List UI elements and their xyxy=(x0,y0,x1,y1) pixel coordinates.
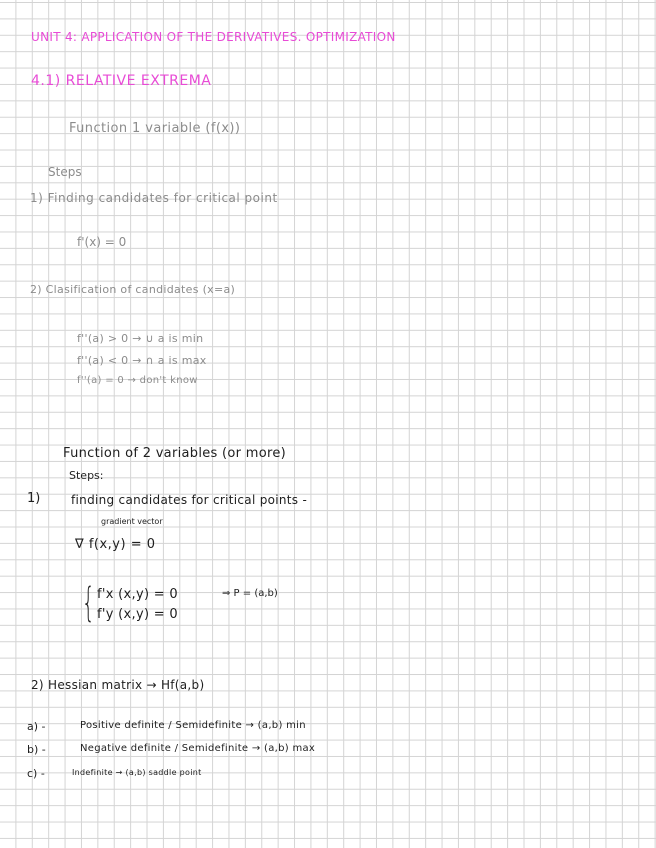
system-equation-x: f'x (x,y) = 0 xyxy=(97,587,178,602)
system-result: ⇒ P = (a,b) xyxy=(222,588,278,599)
section-title: 4.1) RELATIVE EXTREMA xyxy=(31,73,212,89)
hessian-step: 2) Hessian matrix → Hf(a,b) xyxy=(31,678,205,692)
gradient-equation: ∇ f(x,y) = 0 xyxy=(75,537,156,552)
second-derivative-rule-negative: f''(a) < 0 → ∩ a is max xyxy=(77,354,207,367)
second-derivative-rule-positive: f''(a) > 0 → ∪ a is min xyxy=(77,332,204,345)
one-variable-step-1: 1) Finding candidates for critical point xyxy=(30,191,278,205)
one-variable-step-1-equation: f'(x) = 0 xyxy=(77,235,127,249)
case-c-letter: c) - xyxy=(27,767,45,780)
system-brace: { xyxy=(82,580,95,626)
gradient-vector-label: gradient vector xyxy=(101,517,163,526)
two-variables-step-1: finding candidates for critical points - xyxy=(71,493,308,507)
second-derivative-rule-zero: f''(a) = 0 → don't know xyxy=(77,375,198,386)
one-variable-steps-label: Steps xyxy=(48,165,82,179)
two-variables-steps-label: Steps: xyxy=(69,469,104,482)
case-b-text: Negative definite / Semidefinite → (a,b) max xyxy=(80,743,316,754)
system-equation-y: f'y (x,y) = 0 xyxy=(97,607,178,622)
case-b-letter: b) - xyxy=(27,743,46,756)
two-variables-title: Function of 2 variables (or more) xyxy=(63,446,286,461)
case-a-letter: a) - xyxy=(27,720,46,733)
one-variable-title: Function 1 variable (f(x)) xyxy=(69,121,241,136)
case-c-text: Indefinite → (a,b) saddle point xyxy=(72,768,202,777)
one-variable-step-2: 2) Clasification of candidates (x=a) xyxy=(30,283,236,296)
case-a-text: Positive definite / Semidefinite → (a,b) min xyxy=(80,720,306,731)
two-variables-step-1-number: 1) xyxy=(27,491,41,506)
unit-title: UNIT 4: APPLICATION OF THE DERIVATIVES. OPTIMIZATION xyxy=(31,30,396,44)
